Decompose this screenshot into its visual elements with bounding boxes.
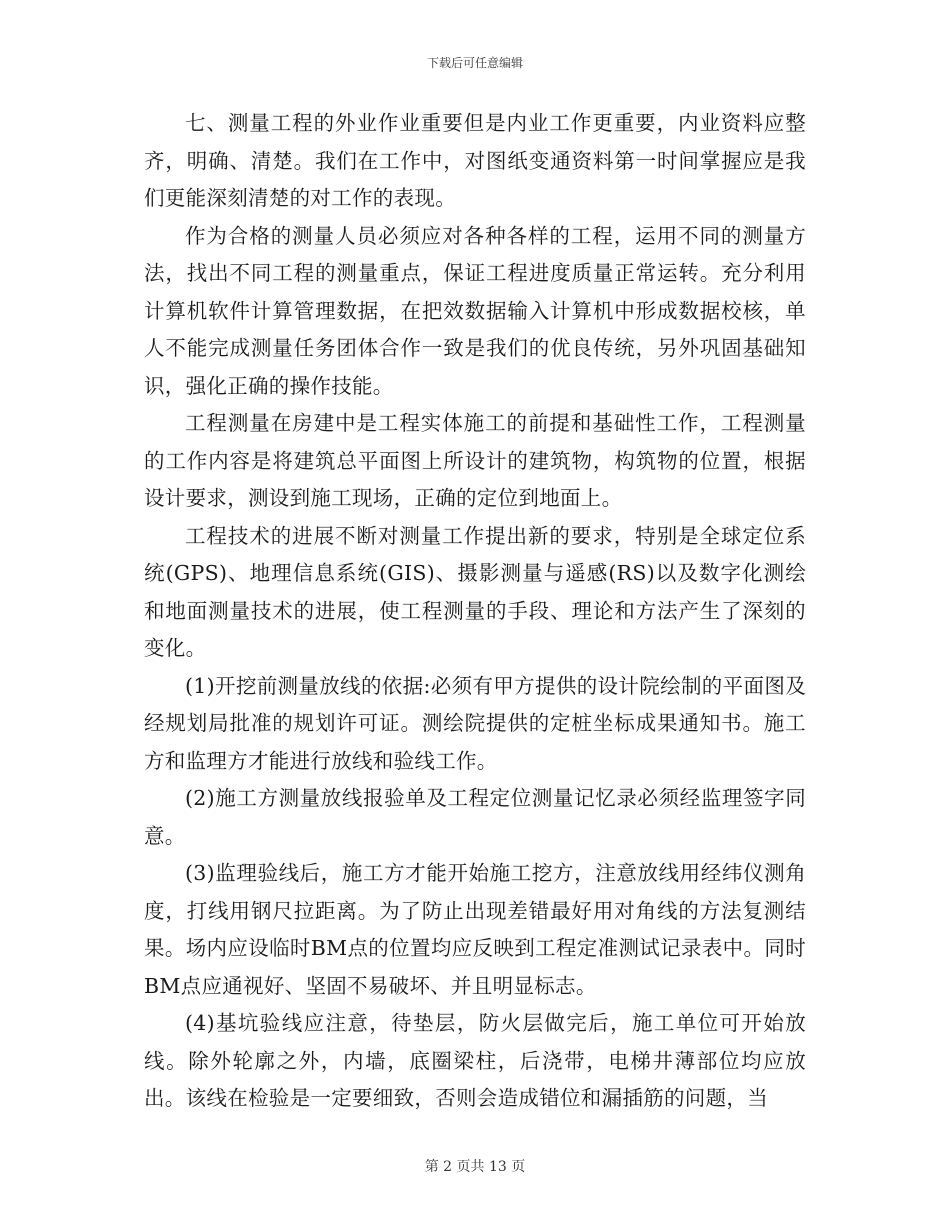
paragraph-4: 工程技术的进展不断对测量工作提出新的要求，特别是全球定位系统(GPS)、地理信息系统(GIS)、摄影测量与遥感(RS)以及数字化测绘和地面测量技术的进展，使工程测量的手段、理论和方法产生了深刻的变化。 xyxy=(144,523,806,660)
paragraph-5: (1)开挖前测量放线的依据:必须有甲方提供的设计院绘制的平面图及经规划局批准的规划许可证。测绘院提供的定桩坐标成果通知书。施工方和监理方才能进行放线和验线工作。 xyxy=(144,673,806,773)
page-footer: 第 2 页共 13 页 xyxy=(424,1159,526,1175)
paragraph-8: (4)基坑验线应注意，待垫层，防火层做完后，施工单位可开始放线。除外轮廓之外，内墙，底圈梁柱，后浇带，电梯井薄部位均应放出。该线在检验是一定要细致，否则会造成错位和漏插筋的问题，当 xyxy=(144,1011,806,1110)
paragraph-6: (2)施工方测量放线报验单及工程定位测量记忆录必须经监理签字同意。 xyxy=(144,786,806,848)
paragraph-1: 七、测量工程的外业作业重要但是内业工作更重要，内业资料应整齐，明确、清楚。我们在工作中，对图纸变通资料第一时间掌握应是我们更能深刻清楚的对工作的表现。 xyxy=(144,111,806,210)
page-header: 下载后可任意编辑 xyxy=(426,56,523,70)
paragraph-2: 作为合格的测量人员必须应对各种各样的工程，运用不同的测量方法，找出不同工程的测量重点，保证工程进度质量正常运转。充分利用计算机软件计算管理数据，在把效数据输入计算机中形成数据校核，单人不能完成测量任务团体合作一致是我们的优良传统，另外巩固基础知识，强化正确的操作技能。 xyxy=(144,223,806,398)
document-body xyxy=(144,105,806,1118)
paragraph-3: 工程测量在房建中是工程实体施工的前提和基础性工作，工程测量的工作内容是将建筑总平面图上所设计的建筑物，构筑物的位置，根据设计要求，测设到施工现场，正确的定位到地面上。 xyxy=(144,411,806,510)
paragraph-7: (3)监理验线后，施工方才能开始施工挖方，注意放线用经纬仪测角度，打线用钢尺拉距离。为了防止出现差错最好用对角线的方法复测结果。场内应设临时BM点的位置均应反映到工程定准测试记录表中。同时BM点应通视好、坚固不易破坏、并且明显标志。 xyxy=(144,861,806,998)
